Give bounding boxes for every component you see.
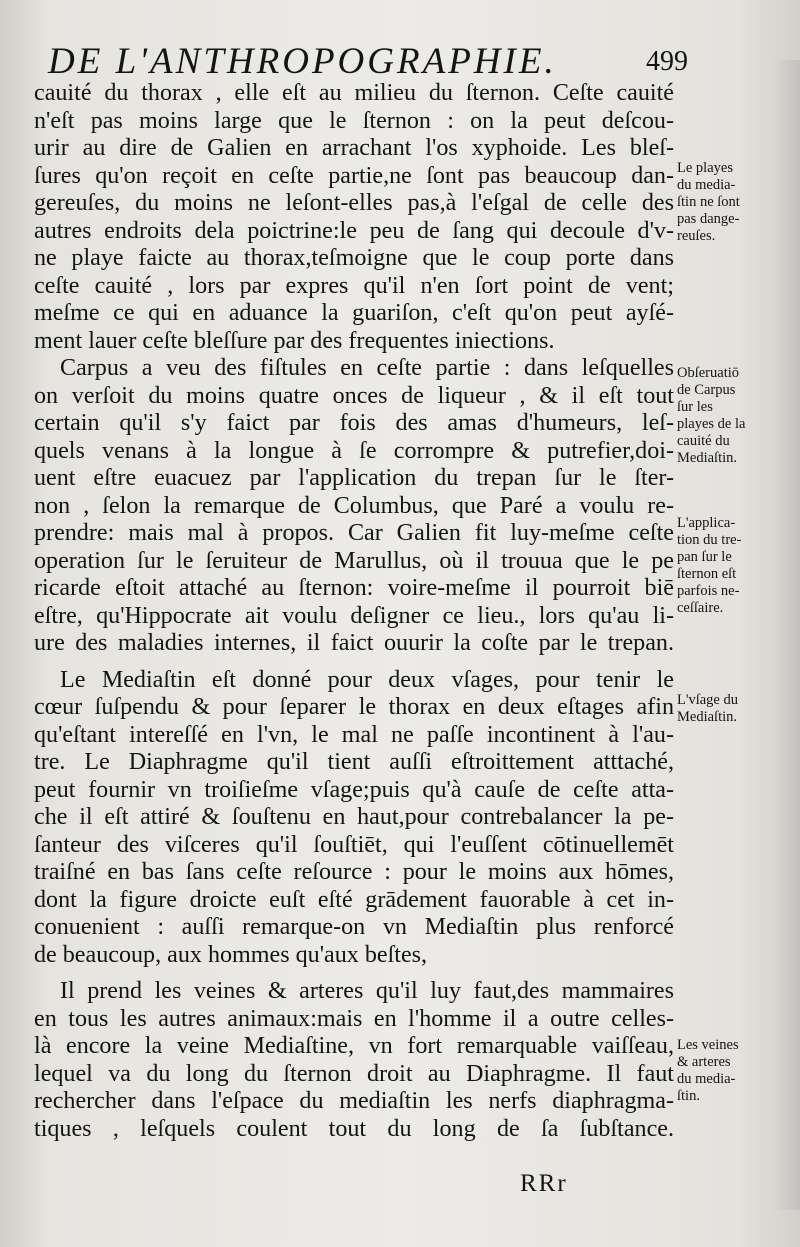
margin-note xyxy=(677,692,797,726)
margin-note-line: ſtin ne ſont xyxy=(677,194,740,210)
text-line: ne playe faicte au thorax,teſmoigne que le coup porte dans xyxy=(34,245,674,271)
text-line: prendre: mais mal à propos. Car Galien fit luy-meſme ceſte xyxy=(34,520,674,546)
text-line: n'eſt pas moins large que le ſternon : on la peut deſcou- xyxy=(34,107,674,134)
text-line: meſme ce qui en aduance la guariſon, c'eſt qu'on peut ayſé- xyxy=(34,300,674,326)
margin-note-line: L'applica- xyxy=(677,515,736,531)
margin-note-line: ceſſaire. xyxy=(677,600,724,616)
text-line: ure des maladies internes, il faict ouurir la coſte par le trepan. xyxy=(34,630,674,656)
text-line: qu'eſtant intereſſé en l'vn, le mal ne paſſe incontinent à l'au- xyxy=(34,721,674,748)
running-title: DE L'ANTHROPOGRAPHIE. xyxy=(48,41,557,82)
text-line: non , ſelon la remarque de Columbus, que Paré a voulu re- xyxy=(34,492,674,519)
signature-mark: RRr xyxy=(520,1170,568,1197)
text-line: ricarde eſtoit attaché au ſternon: voire-meſme il pourroit biē xyxy=(34,575,674,601)
text-line: ceſte cauité , lors par expres qu'il n'en ſort point de vent; xyxy=(34,272,674,299)
margin-note xyxy=(677,1037,797,1105)
margin-note-line: de Carpus xyxy=(677,382,736,398)
text-line: ſanteur des viſceres qu'il ſouſtiēt, qui l'euſſent cōtinuellemēt xyxy=(34,831,674,858)
margin-note-line: reuſes. xyxy=(677,228,716,244)
text-line: ſures qu'on reçoit en ceſte partie,ne ſont pas beaucoup dan- xyxy=(34,162,674,189)
text-line: certain qu'il s'y faict par fois des amas d'humeurs, leſ- xyxy=(34,410,674,436)
text-line: urir au dire de Galien en arrachant l'os xyphoide. Les bleſ- xyxy=(34,135,674,161)
margin-note xyxy=(677,160,797,245)
text-line: on verſoit du moins quatre onces de liqueur , & il eſt tout xyxy=(34,382,674,409)
text-line: lequel va du long du ſternon droit au Diaphragme. Il faut xyxy=(34,1060,674,1087)
margin-note-line: Les veines xyxy=(677,1037,739,1053)
margin-note-line: Obſeruatiō xyxy=(677,365,740,381)
text-line: quels venans à la longue à ſe corrompre & putrefier,doi- xyxy=(34,437,674,464)
margin-note-line: & arteres xyxy=(677,1054,731,1070)
margin-note-line: Le playes xyxy=(677,160,733,176)
margin-note-line: ſternon eſt xyxy=(677,566,737,582)
margin-note-line: playes de la xyxy=(677,416,746,432)
text-line: operation ſur le ſeruiteur de Marullus, où il trouua que le pe xyxy=(34,547,674,574)
margin-note-line: cauité du xyxy=(677,433,730,449)
text-line: là encore la veine Mediaſtine, vn fort remarquable vaiſſeau, xyxy=(34,1033,674,1059)
margin-note-line: du media- xyxy=(677,177,736,193)
text-line: che il eſt attiré & ſouſtenu en haut,pour contrebalancer la pe- xyxy=(34,804,674,830)
margin-note-line: pan ſur le xyxy=(677,549,732,565)
margin-note-line: Mediaſtin. xyxy=(677,450,738,466)
text-line: tiques , leſquels coulent tout du long de ſa ſubſtance. xyxy=(34,1115,674,1142)
margin-note-line: ſtin. xyxy=(677,1088,700,1104)
margin-note-line: ſur les xyxy=(677,399,713,415)
text-line: ment lauer ceſte bleſſure par des frequentes iniections. xyxy=(34,327,555,354)
margin-note-line: du media- xyxy=(677,1071,736,1087)
text-line: Il prend les veines & arteres qu'il luy faut,des mammaires xyxy=(60,978,674,1004)
text-line: traiſné en bas ſans ceſte reſource : pour le moins aux hōmes, xyxy=(34,859,674,885)
text-line: conuenient : auſſi remarque-on vn Mediaſtin plus renforcé xyxy=(34,914,674,940)
margin-note-line: Mediaſtin. xyxy=(677,709,738,725)
margin-note-line: L'vſage du xyxy=(677,692,738,708)
text-line: peut fournir vn troiſieſme vſage;puis qu'à cauſe de ceſte atta- xyxy=(34,776,674,803)
margin-note-line: tion du tre- xyxy=(677,532,742,548)
text-line: gereuſes, du moins ne leſont-elles pas,à l'eſgal de celle des xyxy=(34,190,674,216)
margin-note-line: pas dange- xyxy=(677,211,740,227)
page-number: 499 xyxy=(646,46,688,77)
main-text xyxy=(34,80,674,1143)
text-line: dont la figure droicte euſt eſté grādement fauorable à cet in- xyxy=(34,886,674,913)
margin-note xyxy=(677,365,797,467)
text-line: uent eſtre euacuez par l'application du trepan ſur le ſter- xyxy=(34,465,674,491)
text-line: rechercher dans l'eſpace du mediaſtin les nerfs diaphragma- xyxy=(34,1088,674,1114)
margin-note-line: parfois ne- xyxy=(677,583,740,599)
text-line: autres endroits dela poictrine:le peu de ſang qui decoule d'v- xyxy=(34,217,674,244)
text-line: en tous les autres animaux:mais en l'homme il a outre celles- xyxy=(34,1005,674,1032)
text-line: Le Mediaſtin eſt donné pour deux vſages, pour tenir le xyxy=(60,666,674,693)
text-line: Carpus a veu des fiſtules en ceſte partie : dans leſquelles xyxy=(60,355,674,381)
text-line: cauité du thorax , elle eſt au milieu du ſternon. Ceſte cauité xyxy=(34,80,674,106)
text-line: eſtre, qu'Hippocrate ait voulu deſigner ce lieu., lors qu'au li- xyxy=(34,602,674,629)
margin-note xyxy=(677,515,797,617)
page-header xyxy=(48,40,688,84)
text-line: cœur ſuſpendu & pour ſeparer le thorax en deux eſtages afin xyxy=(34,694,674,720)
text-line: de beaucoup, aux hommes qu'aux beſtes, xyxy=(34,941,428,968)
text-line: tre. Le Diaphragme qu'il tient auſſi eſtroittement atttaché, xyxy=(34,749,674,775)
